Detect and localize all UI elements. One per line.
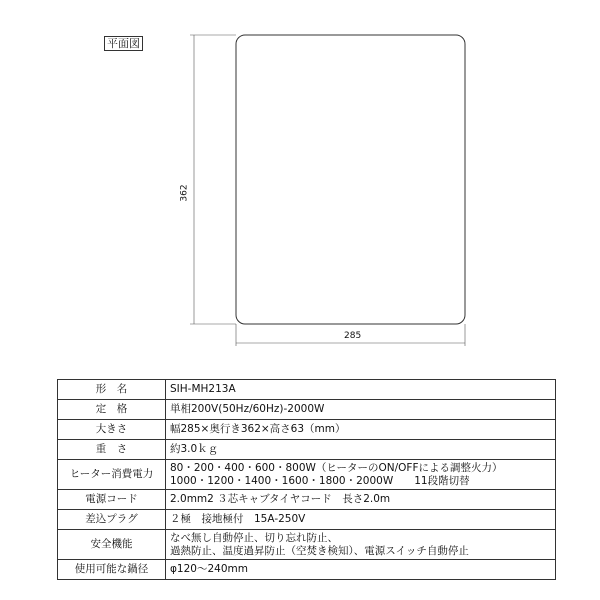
- spec-key: 電源コード: [58, 490, 166, 510]
- spec-value: [166, 460, 556, 490]
- spec-key: 大きさ: [58, 420, 166, 440]
- spec-row-power-cord: [58, 490, 556, 510]
- spec-value: φ120〜240mm: [166, 560, 556, 580]
- appliance-outline: [236, 35, 465, 324]
- spec-row-size: [58, 420, 556, 440]
- spec-row-heater-power: [58, 460, 556, 490]
- spec-value-line: なべ無し自動停止、切り忘れ防止、: [170, 531, 338, 544]
- spec-value-line: 過熱防止、温度過昇防止（空焚き検知）、電源スイッチ自動停止: [170, 544, 469, 557]
- spec-key: 差込プラグ: [58, 510, 166, 530]
- spec-value: 約3.0ｋｇ: [166, 440, 556, 460]
- spec-value: 幅285×奥行き362×高さ63（mm）: [166, 420, 556, 440]
- spec-value: SIH-MH213A: [166, 380, 556, 400]
- spec-key: ヒーター消費電力: [58, 460, 166, 490]
- width-dimension-value: 285: [344, 331, 362, 341]
- spec-key: 安全機能: [58, 530, 166, 560]
- spec-value: [166, 530, 556, 560]
- spec-key: 定 格: [58, 400, 166, 420]
- depth-dimension-value: 362: [179, 184, 190, 202]
- spec-value: 単相200V(50Hz/60Hz)-2000W: [166, 400, 556, 420]
- spec-row-pan-size: [58, 560, 556, 580]
- spec-table: [57, 379, 556, 580]
- spec-row-rating: [58, 400, 556, 420]
- spec-row-plug: [58, 510, 556, 530]
- spec-key: 形 名: [58, 380, 166, 400]
- spec-value-line: 80・200・400・600・800W（ヒーターのON/OFFによる調整火力）: [170, 461, 503, 474]
- plan-view-label: 平面図: [104, 36, 143, 51]
- spec-value: 2.0mm2 ３芯キャブタイヤコード 長さ2.0m: [166, 490, 556, 510]
- spec-row-model: [58, 380, 556, 400]
- spec-row-weight: [58, 440, 556, 460]
- spec-value-line: 1000・1200・1400・1600・1800・2000W 11段階切替: [170, 474, 470, 487]
- spec-key: 重 さ: [58, 440, 166, 460]
- spec-row-safety: [58, 530, 556, 560]
- spec-key: 使用可能な鍋径: [58, 560, 166, 580]
- spec-value: ２極 接地極付 15A-250V: [166, 510, 556, 530]
